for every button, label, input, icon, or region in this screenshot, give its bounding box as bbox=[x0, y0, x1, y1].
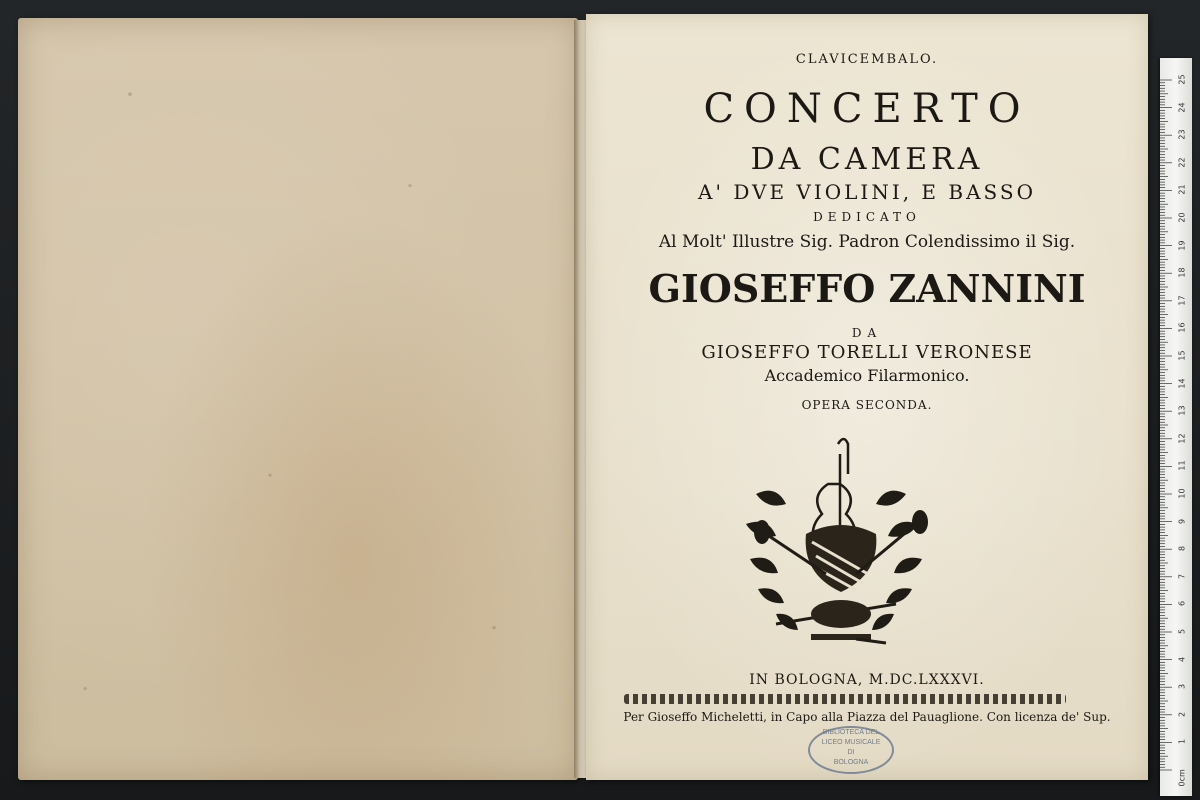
stamp-line-4: BOLOGNA bbox=[833, 759, 869, 766]
ruler-label: 17 bbox=[1177, 295, 1187, 306]
ruler-label: 1 bbox=[1177, 739, 1187, 745]
stamp-line-1: BIBLIOTECA DEL bbox=[822, 729, 880, 736]
composer-name: GIOSEFFO TORELLI VERONESE bbox=[701, 342, 1033, 363]
opus-line: OPERA SECONDA. bbox=[801, 398, 933, 412]
ruler-ticks bbox=[1160, 58, 1192, 796]
printer-line: Per Gioseffo Micheletti, in Capo alla Piazza del Pauaglione. Con licenza de' Sup. bbox=[623, 710, 1111, 724]
ruler-label: 24 bbox=[1177, 102, 1187, 113]
ruler-label: 18 bbox=[1177, 267, 1187, 278]
ruler-label: 6 bbox=[1177, 601, 1187, 607]
academy-line: Accademico Filarmonico. bbox=[764, 366, 970, 385]
ruler-label: 15 bbox=[1177, 350, 1187, 361]
ruler-label: 4 bbox=[1177, 656, 1187, 662]
ruler-label: 3 bbox=[1177, 684, 1187, 690]
ruler-label: 22 bbox=[1177, 157, 1187, 168]
ruler-label: 14 bbox=[1177, 378, 1187, 389]
ruler-label: 7 bbox=[1177, 573, 1187, 579]
ruler-label: 16 bbox=[1177, 322, 1187, 333]
ruler-label: 8 bbox=[1177, 546, 1187, 552]
ruler-label: 5 bbox=[1177, 628, 1187, 635]
main-title: CONCERTO bbox=[703, 86, 1031, 132]
title-page bbox=[586, 14, 1148, 780]
scoring-line: A' DVE VIOLINI, E BASSO bbox=[698, 180, 1036, 204]
ruler-label: 20 bbox=[1177, 212, 1187, 223]
ruler-label: 21 bbox=[1177, 184, 1187, 195]
ruler-label: 25 bbox=[1177, 74, 1187, 85]
measurement-ruler bbox=[1160, 58, 1192, 796]
instrument-heading: CLAVICEMBALO. bbox=[795, 52, 939, 67]
ruler-label: 11 bbox=[1177, 460, 1187, 471]
dedicatee-name: GIOSEFFO ZANNINI bbox=[648, 266, 1086, 311]
ruler-label: 19 bbox=[1177, 240, 1187, 251]
ruler-label: 12 bbox=[1177, 433, 1187, 444]
library-stamp bbox=[808, 726, 894, 774]
dedicato-label: DEDICATO bbox=[813, 210, 921, 224]
ruler-label: 9 bbox=[1177, 518, 1187, 524]
violin-trophy-ornament-icon bbox=[736, 424, 946, 654]
da-label: DA bbox=[851, 326, 883, 340]
ruler-label: 23 bbox=[1177, 129, 1187, 140]
printer-ornament-border bbox=[624, 694, 1066, 704]
dedication-line: Al Molt' Illustre Sig. Padron Colendissimo il Sig. bbox=[658, 232, 1076, 252]
ruler-unit-label: 0cm bbox=[1177, 769, 1187, 787]
stamp-line-2: LICEO MUSICALE bbox=[821, 739, 881, 746]
left-cover-page bbox=[18, 18, 578, 780]
subtitle: DA CAMERA bbox=[750, 142, 984, 177]
ruler-label: 10 bbox=[1177, 488, 1187, 499]
ruler-label: 13 bbox=[1177, 405, 1187, 416]
ruler-label: 2 bbox=[1177, 711, 1187, 717]
stamp-line-3: DI bbox=[847, 749, 855, 756]
imprint-place: IN BOLOGNA, M.DC.LXXXVI. bbox=[749, 672, 985, 688]
